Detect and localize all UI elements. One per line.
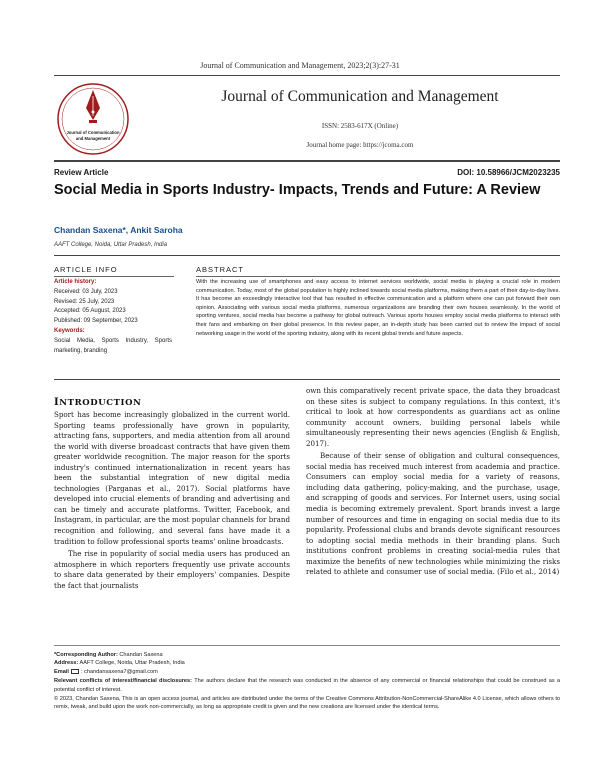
corresponding-author-line — [54, 651, 560, 659]
info-heading-rule — [54, 276, 174, 277]
info-top-rule — [54, 255, 560, 256]
intro-paragraph-1: Sport has become increasingly globalized in the current world. Sporting teams professionally have grown in popularity, attracting fans, supporters, and media attention from all around the world with diverse broadcast contracts that have given them greater worldwide recognition. The major reason for the sports industry's continued internationalization in recent years has been the substantial integration of new digital media technologies (Parganas et al., 2017). Social platforms have developed into crucial elements of branding and advertising and can be timely and accurate platforms. Twitter, Facebook, and Instagram, in particular, are the most popular channels for brand recognition and following, and several fans have made it a tradition to follow professional sports teams' online broadcasts. — [54, 410, 290, 546]
intro-paragraph-4: Because of their sense of obligation and cultural consequences, social media has received much interest from academia and practice. Consumers can employ social media for a variety of reasons, including data gathering, policy-making, and the purchase, usage, and scrapping of goods and services. For Internet users, using social media is becoming extremely prevalent. Sport brands invest a large number of resources and time in engaging on social media due to its popularity. Professional clubs and brands devote significant resources to adopting social media methods in their branding plans. Such institutions confront problems in creating social-media rules that maximize the benefits of new technologies while minimizing the risks related to athlete and consumer use of social media. (Filo et al., 2014) — [306, 451, 560, 577]
journal-homepage[interactable]: Journal home page: https://jcoma.com — [306, 141, 414, 149]
email-value[interactable]: : chandansaxena7@gmail.com — [80, 668, 158, 675]
corr-name: Chandan Saxena — [119, 652, 163, 658]
intro-paragraph-3: own this comparatively recent private space, the data they broadcast on these sites is subject to company regulations. In this context, it's critical to look at how correspondents as guardians act as online community account owners, building personal labels while simultaneously representing their news agencies (English & English, 2017). — [306, 386, 560, 448]
license-line: © 2023, Chandan Saxena, This is an open access journal, and articles are distributed under the terms of the Creative Commons Attribution-NonCommercial-ShareAlike 4.0 License, which allows others to remix, tweak, and build upon the work non-commercially, as long as appropriate credit is given and the new creations are licensed under the identical terms. — [54, 696, 560, 711]
address-line — [54, 659, 560, 667]
introduction-heading — [54, 397, 141, 408]
conflict-line — [54, 677, 560, 694]
received-date: Received: 03 July, 2023 — [54, 288, 118, 295]
article-info-box — [54, 278, 172, 356]
masthead-rule — [54, 160, 560, 162]
published-date: Published: 09 September, 2023 — [54, 318, 138, 325]
keywords-label: Keywords: — [54, 327, 85, 334]
article-type: Review Article — [54, 168, 109, 177]
journal-logo — [56, 82, 130, 156]
abstract-bottom-rule — [54, 379, 560, 380]
address-value: AAFT College, Noida, Uttar Pradesh, India — [79, 660, 185, 667]
accepted-date: Accepted: 05 August, 2023 — [54, 308, 126, 315]
article-title: Social Media in Sports Industry- Impacts, Trends and Future: A Review — [54, 182, 541, 198]
revised-date: Revised: 25 July, 2023 — [54, 298, 115, 305]
conflict-text: The authors declare that the research was conducted in the absence of any commercial or financial relationships that could be construed as a potential conflict of interest. — [54, 678, 560, 693]
body-right-column — [306, 386, 560, 580]
intro-heading-rest: NTRODUCTION — [59, 398, 142, 408]
address-label: Address: — [54, 660, 79, 667]
history-label: Article history: — [54, 279, 97, 285]
running-header: Journal of Communication and Management, 2023;2(3):27-31 — [200, 61, 400, 70]
body-left-column — [54, 410, 290, 593]
abstract-text: With the increasing use of smartphones and easy access to internet services worldwide, social media is playing a crucial role in modern communication. Today, most of the global population is highly inclined towards social media platforms, making them a part of their day-to-day lives. It has become an exceedingly interactive tool that has resulted in effective communication and a platform where one can put forward their own opinion. Associating with various social media platforms, numerous organizations are branding their own houses seamlessly. In the world of sporting ventures, social media has become a pathway for global outreach. Various sports houses employ social media platforms to interact with their fans and embarking on their global presence. In this review paper, an in-depth study has been carried out to review the impact of social networking usage in the world of the sporting industry, along with its recent global trends and future aspects. — [196, 279, 560, 337]
email-label: Email — [54, 668, 69, 675]
article-affiliation: AAFT College, Noida, Uttar Pradesh, India — [54, 242, 168, 248]
corr-label: *Corresponding Author: — [54, 652, 118, 658]
article-info-heading: ARTICLE INFO — [54, 265, 118, 274]
intro-paragraph-2: The rise in popularity of social media users has produced an atmosphere in which reporters frequently use private accounts to share data generated by their employers' companies. Despite the fact that journalists — [54, 549, 290, 590]
email-line — [54, 668, 560, 676]
article-doi[interactable]: DOI: 10.58966/JCM2023235 — [457, 168, 560, 177]
footnote-rule — [54, 645, 560, 646]
abstract-heading-rule — [196, 276, 560, 277]
intro-heading-initial: I — [54, 397, 60, 408]
header-rule — [54, 75, 560, 76]
conflict-label: Relevant conflicts of interest/financial disclosures: — [54, 678, 193, 685]
logo-text-line2: and Management — [75, 136, 111, 141]
abstract-heading: ABSTRACT — [196, 265, 245, 274]
journal-issn: ISSN: 2583-617X (Online) — [321, 122, 399, 130]
article-authors: Chandan Saxena*, Ankit Saroha — [54, 225, 183, 235]
mail-icon — [71, 669, 79, 674]
keywords: Social Media, Sports Industry, Sports marketing, branding — [54, 337, 172, 354]
logo-text-line1: Journal of Communication — [66, 130, 120, 135]
footnotes — [54, 651, 560, 712]
journal-title: Journal of Communication and Management — [221, 88, 499, 105]
